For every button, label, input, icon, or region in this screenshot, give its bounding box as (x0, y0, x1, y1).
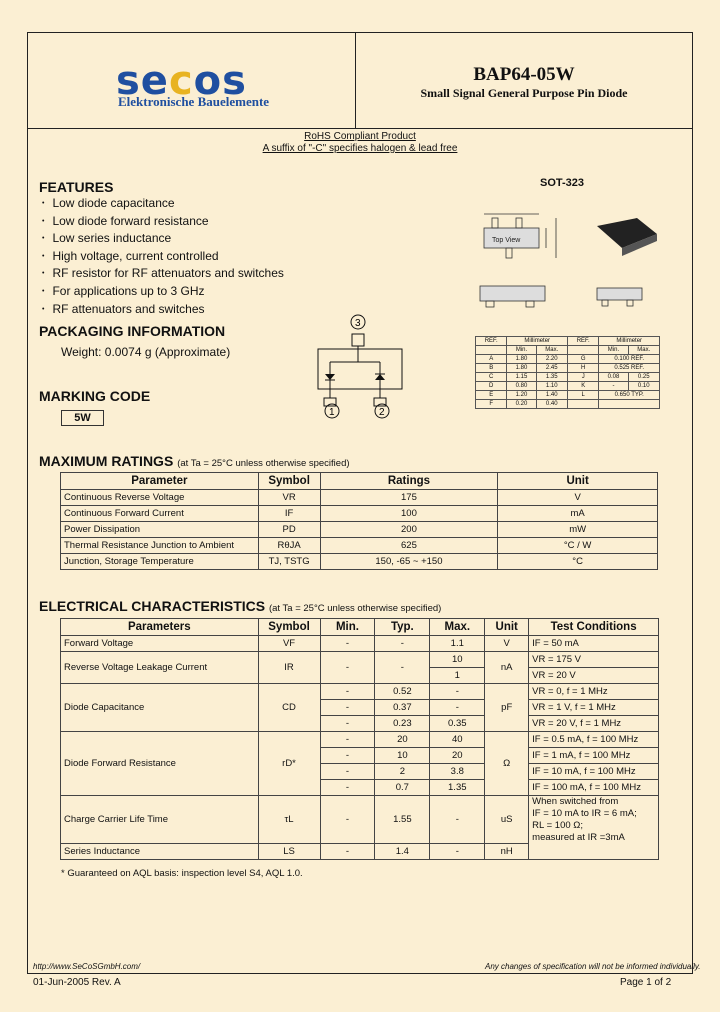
packaging-title: PACKAGING INFORMATION (39, 323, 226, 339)
table-row: Diode Capacitance CD - 0.52 - pF VR = 0, f = 1 MHz (61, 684, 659, 700)
feature-item: • High voltage, current controlled (50, 249, 284, 267)
pin2-label: 2 (379, 407, 385, 418)
feature-item: • Low diode capacitance (50, 196, 284, 214)
company-logo: secos (116, 58, 247, 104)
rohs-line1: RoHS Compliant Product (304, 131, 416, 142)
table-row: Junction, Storage Temperature TJ, TSTG 150, -65 ~ +150 °C (61, 554, 658, 570)
table-row: Power Dissipation PD 200 mW (61, 522, 658, 538)
marking-code: 5W (61, 410, 104, 426)
table-row: Thermal Resistance Junction to Ambient RθJA 625 °C / W (61, 538, 658, 554)
dimension-table: REF. Millimeter REF. Millimeter Min. Max. Min. Max. A 1.80 2.20 G 0.100 REF. B 1.80 2.45 H 0.525 REF. C 1.15 1.35 J 0.08 0.25 D 0.80 1.10 K - 0.10 E 1.20 1.40 L 0.650 TYP. F 0.20 0.40 (475, 336, 660, 409)
table-row: Continuous Forward Current IF 100 mA (61, 506, 658, 522)
package-drawing (462, 196, 687, 326)
table-row: - 0.37 - VR = 1 V, f = 1 MHz (61, 700, 659, 716)
table-row: Diode Forward Resistance rD* - 20 40 Ω IF = 0.5 mA, f = 100 MHz (61, 732, 659, 748)
table-row: - 10 20 IF = 1 mA, f = 100 MHz (61, 748, 659, 764)
table-row: - 0.23 0.35 VR = 20 V, f = 1 MHz (61, 716, 659, 732)
footer-notice: Any changes of specification will not be informed individually. (485, 962, 701, 971)
part-number: BAP64-05W (473, 64, 575, 85)
table-row: Series Inductance LS - 1.4 - nH (61, 844, 659, 860)
footer-date: 01-Jun-2005 Rev. A (33, 977, 121, 988)
package-name: SOT-323 (540, 177, 585, 189)
pin-schematic (310, 312, 410, 422)
features-title: FEATURES (39, 179, 114, 195)
header-divider (27, 128, 693, 129)
pin1-label: 1 (329, 407, 335, 418)
feature-item: • RF resistor for RF attenuators and switches (50, 266, 284, 284)
electrical-table: Parameters Symbol Min. Typ. Max. Unit Test Conditions Forward Voltage VF - - 1.1 V IF = 50 mA Reverse Voltage Leakage Current IR - - 10 nA VR = 175 V 1 VR = 20 V Diode Capacitance CD - 0.52 - pF VR = 0, f = 1 MHz - 0.37 - VR = 1 V, f = 1 MHz - 0.23 0.35 VR = 20 V, f = 1 MHz Diode Forward Resistance rD* - 20 40 Ω IF = 0.5 mA, f = 100 MHz - 10 20 IF = 1 mA, f = 100 MHz - 2 3.8 IF = 10 mA, f = 100 MHz - 0.7 1.35 IF = 100 mA, f = 100 MHz Charge Carrier Life Time τL - 1.55 - uS When switched from IF = 10 mA to IR = 6 mA; RL = 100 Ω; measured at IR =3mA Series Inductance LS - 1.4 - nH (60, 618, 659, 860)
table-row: Forward Voltage VF - - 1.1 V IF = 50 mA (61, 636, 659, 652)
pin3-label: 3 (355, 318, 361, 329)
table-row: Continuous Reverse Voltage VR 175 V (61, 490, 658, 506)
table-row: Reverse Voltage Leakage Current IR - - 10 nA VR = 175 V (61, 652, 659, 668)
max-ratings-title: MAXIMUM RATINGS (at Ta = 25°C unless otherwise specified) (39, 453, 350, 469)
table-row: Charge Carrier Life Time τL - 1.55 - uS When switched from IF = 10 mA to IR = 6 mA; RL = 100 Ω; measured at IR =3mA (61, 796, 659, 844)
features-list (50, 196, 284, 319)
package-weight: Weight: 0.0074 g (Approximate) (61, 345, 231, 359)
company-subtitle: Elektronische Bauelemente (118, 94, 270, 109)
table-row: - 2 3.8 IF = 10 mA, f = 100 MHz (61, 764, 659, 780)
max-ratings-table: Parameter Symbol Ratings Unit Continuous Reverse Voltage VR 175 V Continuous Forward Current IF 100 mA Power Dissipation PD 200 mW Thermal Resistance Junction to Ambient RθJA 625 °C / W Junction, Storage Temperature TJ, TSTG 150, -65 ~ +150 °C (60, 472, 658, 570)
top-view-label: Top View (492, 237, 521, 244)
feature-item: • Low diode forward resistance (50, 214, 284, 232)
footer-url[interactable]: http://www.SeCoSGmbH.com/ (33, 962, 141, 971)
table-row: 1 VR = 20 V (61, 668, 659, 684)
footer-page: Page 1 of 2 (620, 977, 672, 988)
marking-title: MARKING CODE (39, 388, 151, 404)
part-description: Small Signal General Purpose Pin Diode (420, 86, 628, 100)
table-row: - 0.7 1.35 IF = 100 mA, f = 100 MHz (61, 780, 659, 796)
feature-item: • For applications up to 3 GHz (50, 284, 284, 302)
footnote: * Guaranteed on AQL basis: inspection level S4, AQL 1.0. (61, 868, 303, 879)
rohs-line2: A suffix of "-C" specifies halogen & lead free (262, 143, 458, 154)
electrical-title: ELECTRICAL CHARACTERISTICS (at Ta = 25°C unless otherwise specified) (39, 598, 442, 614)
feature-item: • RF attenuators and switches (50, 302, 284, 320)
feature-item: • Low series inductance (50, 231, 284, 249)
